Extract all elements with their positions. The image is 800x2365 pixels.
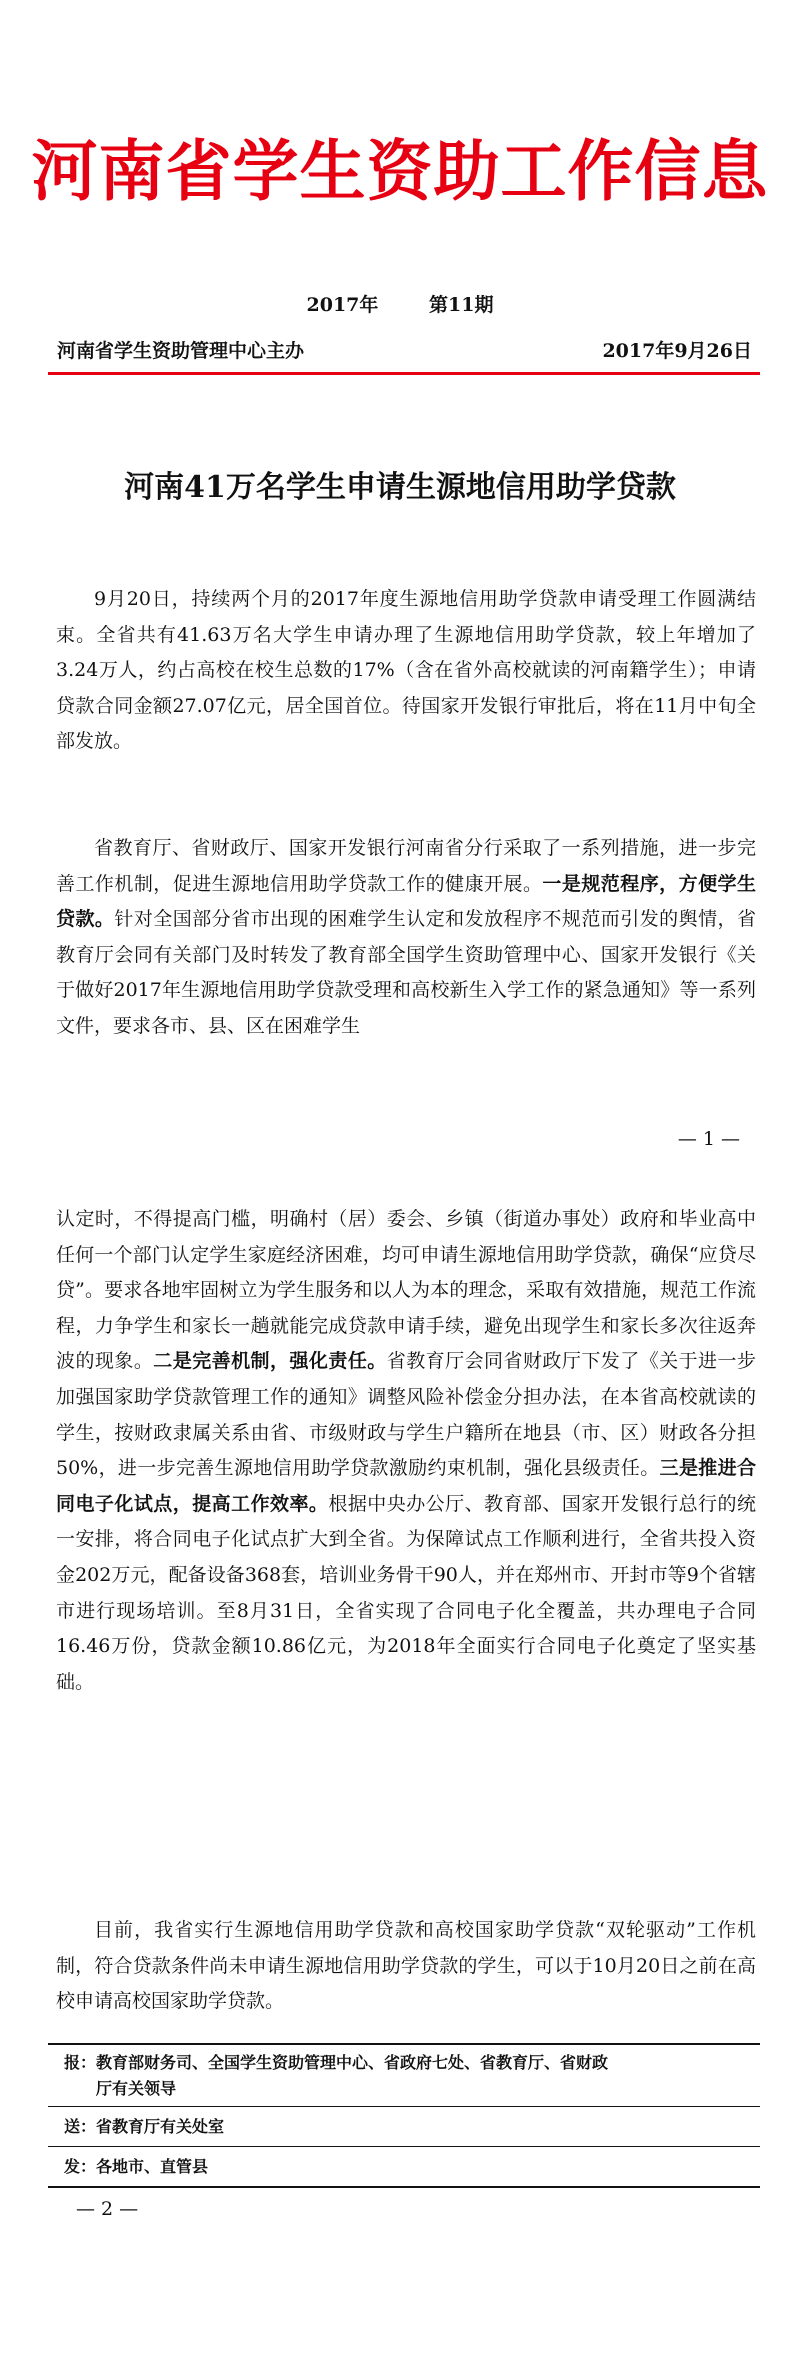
point-two-heading: 二是完善机制，强化责任。 <box>153 1350 387 1373</box>
page-number-2: — 2 — <box>76 2198 139 2220</box>
paragraph-4: 目前，我省实行生源地信用助学贷款和高校国家助学贷款“双轮驱动”工作机制，符合贷款条件尚未申请生源地信用助学贷款的学生，可以于10月20日之前在高校申请高校国家助学贷款。 <box>56 1919 756 2013</box>
fa-label: 发： <box>64 2157 97 2176</box>
paragraph-3-part-c: 省教育厅会同省财政厅下发了《关于进一步加强国家助学贷款管理工作的通知》调整风险补偿金分担办法，在本省高校就读的学生，按财政隶属关系由省、市级财政与学生户籍所在地县（市、区）财政各分担50%，进一步完善生源地信用助学贷款激励约束机制，强化县级责任。 <box>56 1350 756 1480</box>
paragraph-1: 9月20日，持续两个月的2017年度生源地信用助学贷款申请受理工作圆满结束。全省共有41.63万名大学生申请办理了生源地信用助学贷款，较上年增加了3.24万人，约占高校在校生总数的17%（含在省外高校就读的河南籍学生）；申请贷款合同金额27.07亿元，居全国首位。待国家开发银行审批后，将在11月中旬全部发放。 <box>56 588 756 753</box>
distribution-bao <box>64 2050 608 2102</box>
point-three-heading: 三是推进合同电子化试点，提高工作效率。 <box>56 1457 756 1515</box>
bao-recipients-cont: 厅有关领导 <box>96 2079 177 2098</box>
paragraph-2-intro: 省教育厅、省财政厅、国家开发银行河南省分行采取了一系列措施，进一步完善工作机制，促进生源地信用助学贷款工作的健康开展。 <box>56 837 756 895</box>
distribution-rule-1 <box>48 2106 760 2107</box>
point-one-heading: 一是规范程序，方便学生贷款。 <box>56 872 756 931</box>
distribution-top-rule <box>48 2043 760 2045</box>
distribution-rule-2 <box>48 2146 760 2147</box>
paragraph-2-body: 针对全国部分省市出现的困难学生认定和发放程序不规范而引发的舆情，省教育厅会同有关部门及时转发了教育部全国学生资助管理中心、国家开发银行《关于做好2017年生源地信用助学贷款受理和高校新生入学工作的紧急通知》等一系列文件，要求各市、县、区在困难学生 <box>56 908 756 1037</box>
sponsor-line: 河南省学生资助管理中心主办 <box>57 340 305 362</box>
red-divider <box>48 372 760 375</box>
issue-line <box>0 290 800 317</box>
distribution-fa <box>64 2154 208 2180</box>
page-number-1: — 1 — <box>677 1128 740 1150</box>
bao-recipients: 教育部财务司、全国学生资助管理中心、省政府七处、省教育厅、省财政 <box>96 2053 609 2072</box>
issue-number: 第11期 <box>429 294 494 316</box>
song-label: 送： <box>64 2117 97 2136</box>
distribution-song <box>64 2114 224 2140</box>
article-title: 河南41万名学生申请生源地信用助学贷款 <box>124 470 676 505</box>
paragraph-3-part-a: 认定时，不得提高门槛，明确村（居）委会、乡镇（街道办事处）政府和毕业高中任何一个部门认定学生家庭经济困难，均可申请生源地信用助学贷款，确保“应贷尽贷”。要求各地牢固树立为学生服务和以人为本的理念，采取有效措施，规范工作流程，力争学生和家长一趟就能完成贷款申请手续，避免出现学生和家长多次往返奔波的现象。 <box>56 1208 756 1373</box>
fa-recipients: 各地市、直管县 <box>96 2157 209 2176</box>
distribution-bottom-rule <box>48 2186 760 2188</box>
paragraph-3-part-e: 根据中央办公厅、教育部、国家开发银行总行的统一安排，将合同电子化试点扩大到全省。为保障试点工作顺利进行，全省共投入资金202万元，配备设备368套，培训业务骨干90人，并在郑州市、开封市等9个省辖市进行现场培训。至8月31日，全省实现了合同电子化全覆盖，共办理电子合同16.46万份，贷款金额10.86亿元，为2018年全面实行合同电子化奠定了坚实基础。 <box>56 1492 756 1693</box>
issue-year: 2017年 <box>306 294 379 316</box>
issue-date: 2017年9月26日 <box>602 340 752 362</box>
song-recipients: 省教育厅有关处室 <box>96 2117 225 2136</box>
paragraph-2 <box>56 831 756 1045</box>
paragraph-3 <box>56 1202 756 1700</box>
bao-label: 报： <box>64 2053 97 2072</box>
masthead-title: 河南省学生资助工作信息 <box>31 133 769 210</box>
